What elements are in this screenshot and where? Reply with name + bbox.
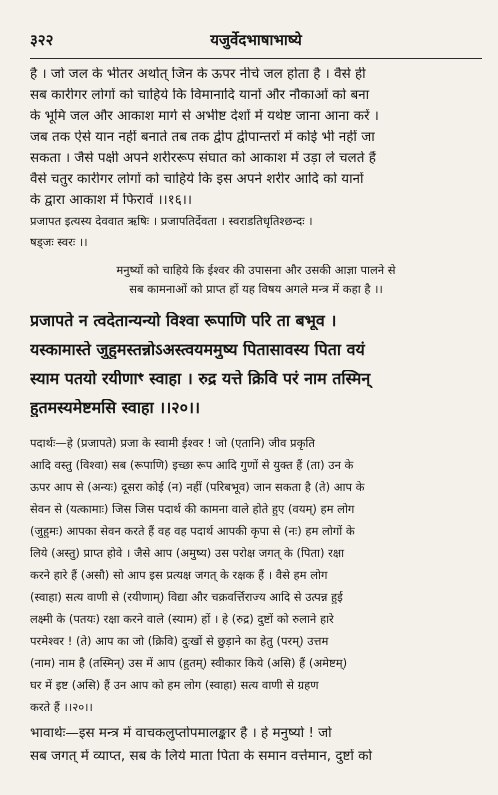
gloss-line: परमेश्वर ! (ते) आप का जो (क्रिवि) दुःखों से छुड़ाने का हेतु (परम्) उत्तम <box>30 635 329 648</box>
page-number: ३२२ <box>30 31 54 49</box>
text-line: जब तक ऐसे यान नहीं बनाते तब तक द्वीप द्वीपान्तरों में कोई भी नहीं जा <box>30 130 375 145</box>
meta-line: प्रजापत इत्यस्य देववात ऋषिः । प्रजापतिर्देवता । स्वराडतिधृतिश्छन्दः । <box>30 215 313 228</box>
mantra-line: स्याम पतयो रयीणाꣳ स्वाहा । रुद्र यत्ते क्रिवि परं नाम तस्मिन् <box>30 370 371 388</box>
bhavartha-line: भावार्थः—इस मन्त्र में वाचकलुप्तोपमालङ्कार है । हे मनुष्यो ! जो <box>30 726 332 741</box>
gloss-line: करते हैं ।।२०।। <box>30 701 93 714</box>
bhavartha-line: सब जगत् में व्याप्त, सब के लिये माता पिता के समान वर्त्तमान, दुष्टों को <box>30 749 373 764</box>
gloss-line: पदार्थः—हे (प्रजापते) प्रजा के स्वामी ईश्वर ! जो (एतानि) जीव प्रकृति <box>30 437 315 450</box>
running-title: यजुर्वेदभाषाभाष्ये <box>210 31 302 49</box>
meta-line: षड्जः स्वरः ।। <box>30 236 88 249</box>
intro-line: सब कामनाओं को प्राप्त हों यह विषय अगले मन्त्र में कहा है ।। <box>129 283 383 296</box>
page-header <box>30 30 482 52</box>
gloss-line: सेवन से (यत्कामाः) जिस जिस पदार्थ की कामना वाले होते हुए (वयम्) हम लोग <box>30 503 355 516</box>
gloss-line: लिये (अस्तु) प्राप्त होवे । जैसे आप (अमुष्य) उस परोक्ष जगत् के (पिता) रक्षा <box>30 547 345 560</box>
gloss-line: (नाम) नाम है (तस्मिन्) उस में आप (हुतम्) स्वीकार किये (असि) हैं (अमेष्टम्) <box>30 657 348 670</box>
gloss-line: घर में इष्ट (असि) हैं उन आप को हम लोग (स्वाहा) सत्य वाणी से ग्रहण <box>30 679 319 692</box>
mantra-line: यस्कामास्ते जुहुमस्तन्नोऽअस्त्वयममुष्य पितासावस्य पिता वयं <box>30 341 365 359</box>
text-line: वैसे चतुर कारीगर लोगों को चाहिये कि इस अपने शरीर आदि को यानों <box>30 172 364 187</box>
text-line: सकता । जैसे पक्षी अपने शरीररूप संघात को आकाश में उड़ा ले चलते हैं <box>30 151 376 166</box>
text-line: के भूमि जल और आकाश मार्ग से अभीष्ट देशों में यथेष्ट जाना आना करें । <box>30 109 379 124</box>
gloss-line: लक्ष्मी के (पतयः) रक्षा करने वाले (स्याम) हों । हे (रुद्र) दुष्टों को रुलाने हारे <box>30 613 334 626</box>
gloss-line: (स्वाहा) सत्य वाणी से (रयीणाम्) विद्या और चक्रवर्त्तिराज्य आदि से उत्पन्न हुई <box>30 591 343 604</box>
text-line: के द्वारा आकाश में फिरावें ।।१६।। <box>30 193 192 208</box>
header-rule <box>30 58 482 59</box>
text-line: है । जो जल के भीतर अर्थात् जिन के ऊपर नीचे जल होता है । वैसे ही <box>30 67 366 82</box>
intro-line: मनुष्यों को चाहिये कि ईश्वर की उपासना और उसकी आज्ञा पालने से <box>116 264 396 277</box>
text-line: सब कारीगर लोगों को चाहिये कि विमानादि यानों और नौकाओं को बना <box>30 88 370 103</box>
gloss-line: ऊपर आप से (अन्यः) दूसरा कोई (न) नहीं (परिबभूव) जान सकता है (ते) आप के <box>30 481 365 494</box>
gloss-line: करने हारे हैं (असौ) सो आप इस प्रत्यक्ष जगत् के रक्षक हैं । वैसे हम लोग <box>30 569 328 582</box>
mantra-line: हुतमस्यमेष्टमसि स्वाहा ।।२०।। <box>30 399 201 417</box>
gloss-line: (जुहुमः) आपका सेवन करते हैं वह वह पदार्थ आपकी कृपा से (नः) हम लोगों के <box>30 525 355 538</box>
mantra-line: प्रजापते न त्वदेतान्यन्यो विश्वा रूपाणि परि ता बभूव । <box>30 312 337 330</box>
gloss-line: आदि वस्तु (विश्वा) सब (रूपाणि) इच्छा रूप आदि गुणों से युक्त हैं (ता) उन के <box>30 459 354 472</box>
